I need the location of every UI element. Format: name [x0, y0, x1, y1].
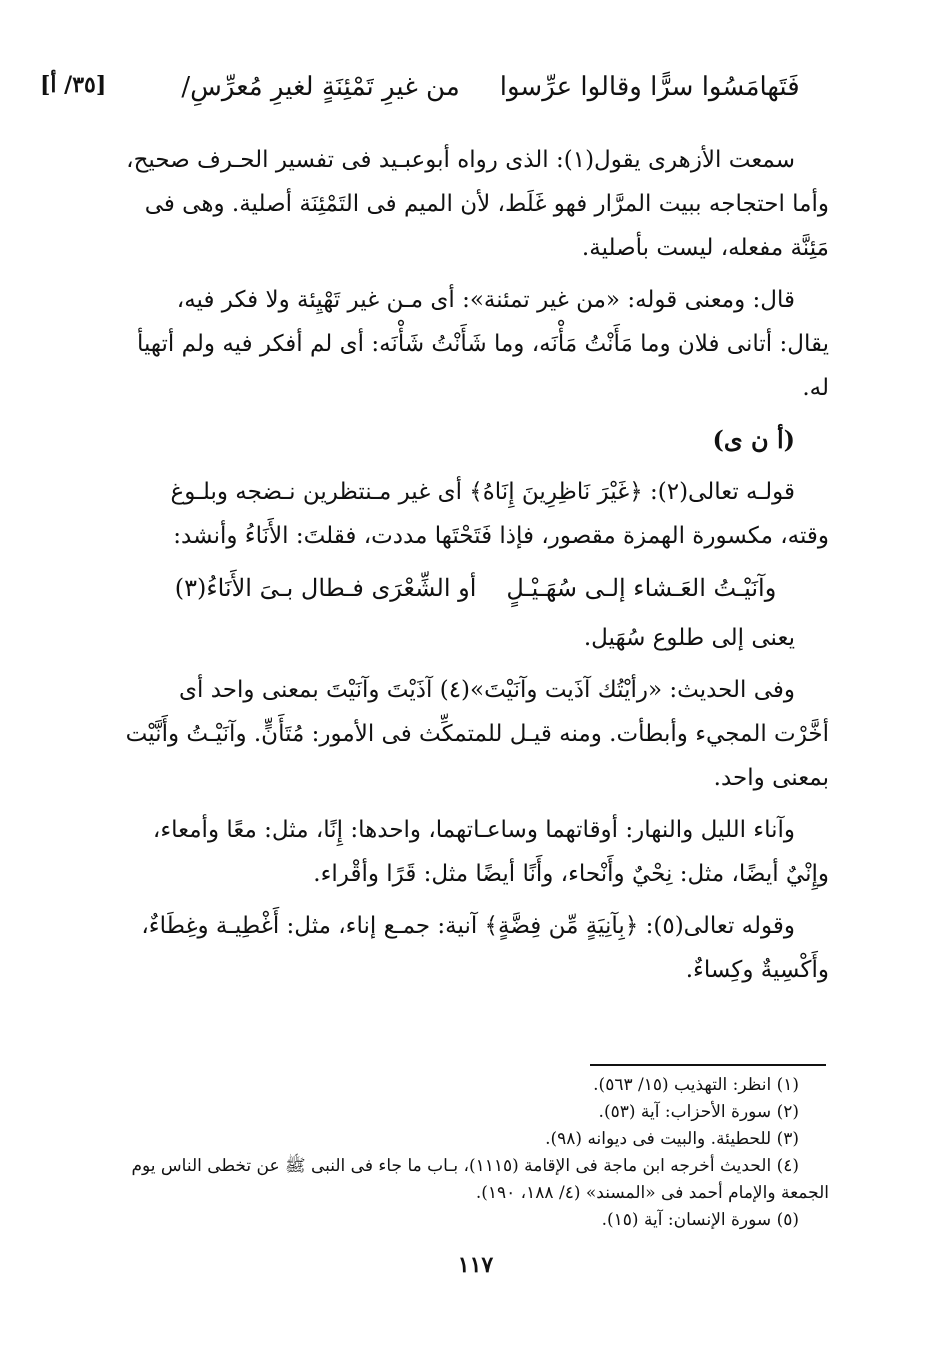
poem-verse	[122, 566, 829, 610]
footnote-5: (٥) سورة الإنسان: آية (١٥).	[601, 1210, 799, 1230]
footnote-2: (٢) سورة الأحزاب: آية (٥٣).	[598, 1102, 799, 1122]
paragraph-7: وقوله تعالى(٥): ﴿بِآنِيَةٍ مِّن فِضَّةٍ﴾ آنية: جمـع إناء، مثل: أَغْطِيـة وغِطَاءٌ، وأَكْسِيةٌ وكِساءٌ.	[141, 913, 829, 983]
verse-second-hemistich: أو الشِّعْرَى فـطال بـىَ الأَنَاءُ(٣)	[174, 574, 477, 602]
paragraph-6: وآناء الليل والنهار: أوقاتهما وساعـاتهما، واحدها: إِنًا، مثل: معًا وأمعاء، وإِنْيٌ أيضًا، مثل: نِحْيٌ وأَنْحاء، وأَنًا أيضًا مثل: قَرًا وأقْراء.	[152, 817, 829, 887]
footnote-divider	[590, 1064, 826, 1066]
footnote-3: (٣) للحطيئة. والبيت فى ديوانه (٩٨).	[545, 1129, 799, 1149]
header-verse	[140, 72, 841, 102]
footnotes	[118, 1072, 829, 1234]
paragraph-5: وفى الحديث: «رأيْتُك آذَيت وآنَيْتَ»(٤) آذَيْتَ وآنَيْتَ بمعنى واحد أى أخَّرْت المجيء وأبطأت. ومنه قيـل للمتمكِّث فى الأمور: مُتَأَنٍّ. وآنَيْـتُ وأَنَّيْت بمعنى واحد.	[125, 677, 829, 791]
manuscript-folio-ref: [٣٥/ أ]	[40, 72, 107, 98]
paragraph-4: يعنى إلى طلوع سُهَيل.	[583, 625, 795, 651]
header-verse-second-hemistich: من غيرِ تَمْئِنَةٍ لغيرِ مُعرِّسِ/	[181, 72, 460, 102]
paragraph-3: قولـه تعالى(٢): ﴿غَيْرَ نَاظِرِينَ إِنَاهُ﴾ أى غير مـنتظرين نـضجه وبلـوغ وقته، مكسورة الهمزة مقصور، فإذا فَتَحْتَها مددت، فقلتَ: الأَنَاءُ وأنشد:	[170, 479, 829, 549]
verse-first-hemistich: وآنَيْـتُ العَـشاء إلـى سُهَـيْـلٍ	[506, 574, 777, 602]
header-verse-first-hemistich: فَتَهامَسُوا سرًّا وقالوا عرِّسوا	[499, 72, 800, 102]
footnote-1: (١) انظر: التهذيب (١٥/ ٥٦٣).	[593, 1075, 799, 1095]
main-text	[122, 138, 829, 1000]
root-heading: (أ ن ى)	[712, 425, 795, 454]
paragraph-1: سمعت الأزهرى يقول(١): الذى رواه أبوعبـيد فى تفسير الحـرف صحيح، وأما احتجاجه ببيت المرَّار فهو غَلَط، لأن الميم فى التَمْئِنَة أصلية. وهى فى مَئِنَّة مفعله، ليست بأصلية.	[126, 147, 829, 261]
footnote-4: (٤) الحديث أخرجه ابن ماجة فى الإقامة (١١١٥)، بـاب ما جاء فى النبى ﷺ عن تخطى الناس يوم الجمعة والإمام أحمد فى «المسند» (٤/ ١٨٨، ١٩٠).	[131, 1156, 829, 1203]
paragraph-2: قال: ومعنى قوله: «من غير تمئنة»: أى مـن غير تَهْيِئة ولا فكر فيه، يقال: أتانى فلان وما مَأَنْتُ مَأْنَه، وما شَأَنْتُ شَأْنَه: أى لم أفكر فيه ولم أتهيأ له.	[136, 287, 829, 401]
page-number: ١١٧	[457, 1252, 494, 1278]
